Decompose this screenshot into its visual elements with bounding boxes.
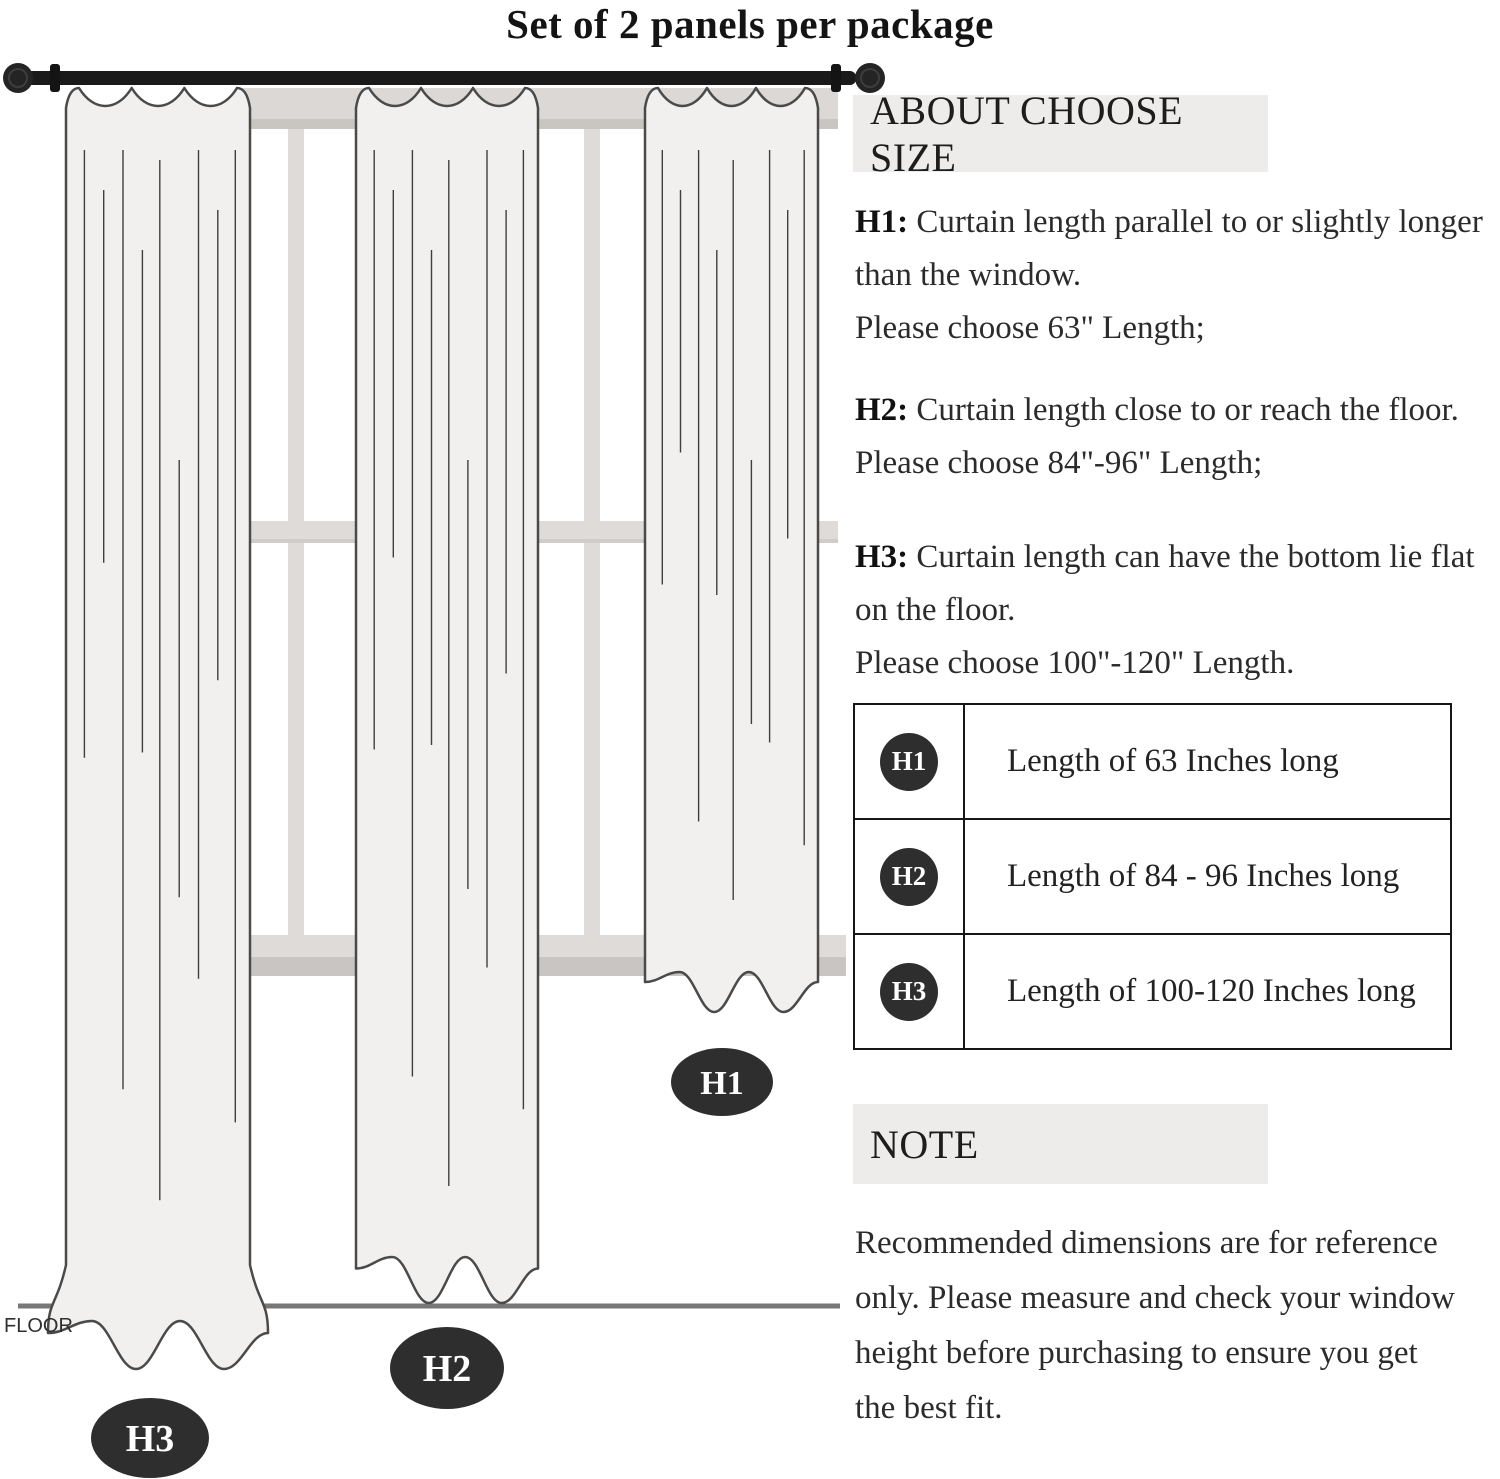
note-heading-text: NOTE xyxy=(870,1121,979,1167)
h1-choose: Please choose 63" Length; xyxy=(855,310,1205,346)
size-item-h2 xyxy=(855,384,1500,490)
h1-desc-cont: than the window. xyxy=(855,257,1082,293)
length-table xyxy=(853,703,1452,1050)
about-choose-size-heading xyxy=(853,87,1268,180)
h1-table-badge: H1 xyxy=(880,733,938,791)
h3-badge-label: H3 xyxy=(125,1418,175,1460)
table-row xyxy=(855,705,1450,820)
h2-label: H2: xyxy=(855,392,909,428)
h3-table-badge: H3 xyxy=(880,963,938,1021)
h2-desc: Curtain length close to or reach the floor. xyxy=(916,392,1459,428)
h2-choose: Please choose 84"-96" Length; xyxy=(855,445,1263,481)
h1-badge-label: H1 xyxy=(700,1065,744,1102)
note-heading xyxy=(853,1104,1268,1184)
about-heading-text: ABOUT CHOOSE SIZE xyxy=(870,87,1184,180)
table-row xyxy=(855,820,1450,935)
table-row-text: Length of 84 - 96 Inches long xyxy=(1007,858,1400,894)
size-item-h1 xyxy=(855,196,1500,355)
page-title: Set of 2 panels per package xyxy=(506,1,994,47)
table-badge-cell xyxy=(855,820,965,933)
table-badge-cell xyxy=(855,705,965,818)
h3-desc: Curtain length can have the bottom lie flat xyxy=(916,539,1475,575)
note-line: the best fit. xyxy=(855,1390,1003,1426)
size-item-h3 xyxy=(855,531,1500,690)
note-line: height before purchasing to ensure you get xyxy=(855,1335,1418,1371)
table-row-text: Length of 100-120 Inches long xyxy=(1007,973,1416,1009)
note-line: only. Please measure and check your window xyxy=(855,1280,1455,1316)
note-line: Recommended dimensions are for reference xyxy=(855,1225,1438,1261)
h3-choose: Please choose 100"-120" Length. xyxy=(855,645,1295,681)
illustration-shapes xyxy=(3,63,885,1369)
table-row xyxy=(855,935,1450,1048)
floor-label: FLOOR xyxy=(4,1315,73,1337)
h2-table-badge: H2 xyxy=(880,848,938,906)
note-body xyxy=(855,1216,1500,1436)
h1-label: H1: xyxy=(855,204,909,240)
h2-badge-label: H2 xyxy=(422,1348,472,1390)
h3-label: H3: xyxy=(855,539,909,575)
table-row-text: Length of 63 Inches long xyxy=(1007,743,1339,779)
h1-desc: Curtain length parallel to or slightly longer xyxy=(916,204,1483,240)
h3-desc-cont: on the floor. xyxy=(855,592,1016,628)
table-badge-cell xyxy=(855,935,965,1048)
